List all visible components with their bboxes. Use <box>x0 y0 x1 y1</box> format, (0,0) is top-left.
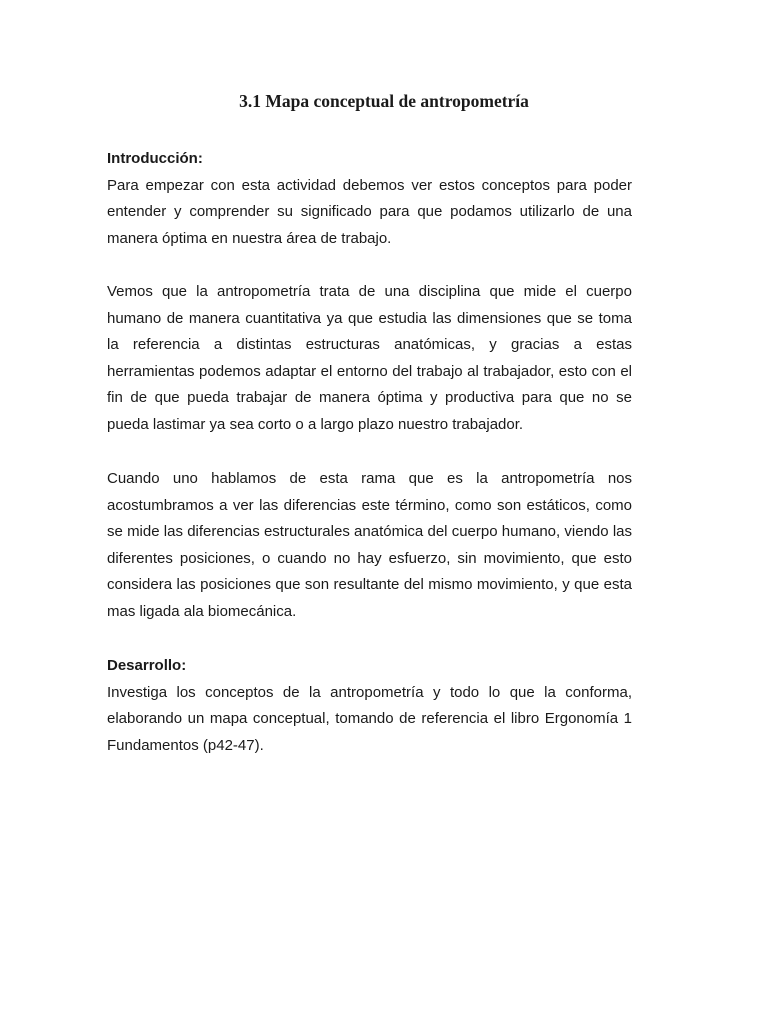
body-paragraph-3-section <box>107 466 632 626</box>
document-title: 3.1 Mapa conceptual de antropometría <box>239 91 529 111</box>
introduccion-heading: Introducción: <box>107 150 203 167</box>
desarrollo-section <box>107 653 632 759</box>
desarrollo-heading: Desarrollo: <box>107 657 187 674</box>
desarrollo-paragraph: Investiga los conceptos de la antropometría y todo lo que la conforma, elaborando un mapa conceptual, tomando de referencia el libro Ergonomía 1 Fundamentos (p42-47). <box>107 683 632 754</box>
body-paragraph-2: Vemos que la antropometría trata de una disciplina que mide el cuerpo humano de manera cuantitativa ya que estudia las dimensiones que se toma la referencia a distintas estructuras anatómicas, y gracias a estas herramientas podemos adaptar el entorno del trabajo al trabajador, esto con el fin de que pueda trabajar de manera óptima y productiva para que no se pueda lastimar ya sea corto o a largo plazo nuestro trabajador. <box>107 283 632 433</box>
introduccion-section <box>107 146 632 252</box>
body-paragraph-3: Cuando uno hablamos de esta rama que es la antropometría nos acostumbramos a ver las diferencias este término, como son estáticos, como se mide las diferencias estructurales anatómica del cuerpo humano, viendo las diferentes posiciones, o cuando no hay esfuerzo, sin movimiento, que esto considera las posiciones que son resultante del mismo movimiento, y que esta mas ligada ala biomecánica. <box>107 470 632 620</box>
body-paragraph-2-section <box>107 279 632 439</box>
introduccion-paragraph: Para empezar con esta actividad debemos ver estos conceptos para poder entender y comprender su significado para que podamos utilizarlo de una manera óptima en nuestra área de trabajo. <box>107 176 632 247</box>
